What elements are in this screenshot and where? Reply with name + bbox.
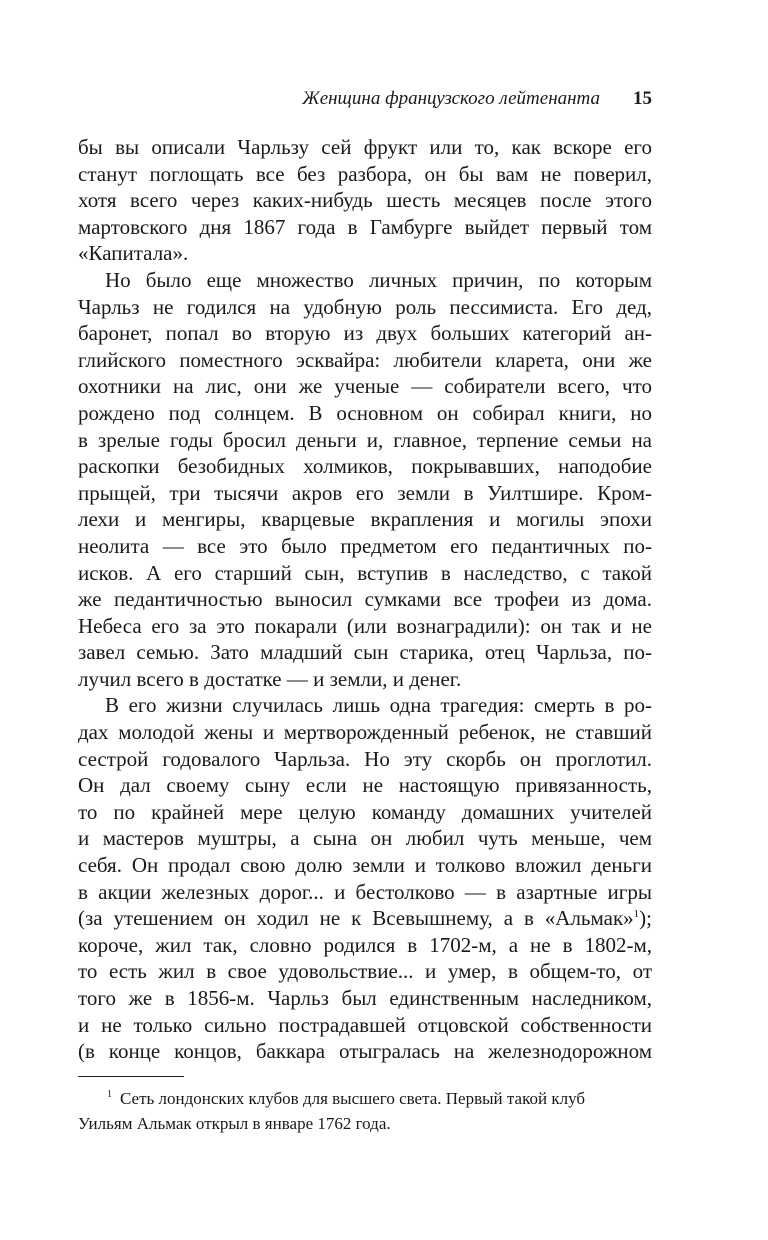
text-line: лучил всего в достатке — и земли, и денег. bbox=[78, 666, 462, 691]
text-line: охотники на лис, они же ученые — собиратели всего, что bbox=[78, 374, 652, 399]
text-line: баронет, попал во вторую из двух больших категорий ан- bbox=[78, 321, 652, 346]
text-line: исков. А его старший сын, вступив в наследство, с такой bbox=[78, 560, 652, 585]
text-line: короче, жил так, словно родился в 1702-м, а не в 1802-м, bbox=[78, 932, 652, 957]
text-fragment: ); bbox=[639, 906, 652, 931]
text-line: в зрелые годы бросил деньги и, главное, терпение семьи на bbox=[78, 427, 652, 452]
text-line: мартовского дня 1867 года в Гамбурге выйдет первый том bbox=[78, 214, 652, 239]
footnote-divider bbox=[78, 1076, 184, 1077]
text-line: «Капитала». bbox=[78, 241, 189, 266]
text-line: глийского поместного эсквайра: любители кларета, они же bbox=[78, 347, 652, 372]
text-line: Чарльз не годился на удобную роль пессимиста. Его дед, bbox=[78, 294, 652, 319]
text-line: Небеса его за это покарали (или вознаградили): он так и не bbox=[78, 613, 652, 638]
text-line: Но было еще множество личных причин, по которым bbox=[105, 267, 652, 292]
text-line: и не только сильно пострадавшей отцовской собственности bbox=[78, 1012, 652, 1037]
running-head bbox=[78, 88, 652, 118]
page-number: 15 bbox=[633, 88, 652, 109]
text-line: себя. Он продал свою долю земли и толково вложил деньги bbox=[78, 853, 652, 878]
text-line: сестрой годовалого Чарльза. Но эту скорбь он проглотил. bbox=[78, 746, 652, 771]
text-fragment: (за утешением он ходил не к Всевышнему, а в «Альмак» bbox=[78, 906, 634, 931]
text-line: то по крайней мере целую команду домашних учителей bbox=[78, 799, 652, 824]
text-line: раскопки безобидных холмиков, покрывавших, наподобие bbox=[78, 454, 652, 479]
text-line: прыщей, три тысячи акров его земли в Уилтшире. Кром- bbox=[78, 480, 652, 505]
text-line: то есть жил в свое удовольствие... и умер, в общем-то, от bbox=[78, 959, 652, 984]
text-line: (в конце концов, баккара отыгралась на железнодорожном bbox=[78, 1039, 652, 1064]
text-line: бы вы описали Чарльзу сей фрукт или то, как вскоре его bbox=[78, 135, 652, 159]
footnote bbox=[78, 1086, 652, 1136]
footnote-line: Уильям Альмак открыл в январе 1762 года. bbox=[78, 1114, 391, 1133]
text-line: и мастеров муштры, а сына он любил чуть меньше, чем bbox=[78, 826, 652, 851]
text-line: В его жизни случилась лишь одна трагедия: смерть в ро- bbox=[105, 693, 652, 718]
text-line: завел семью. Зато младший сын старика, отец Чарльза, по- bbox=[78, 640, 652, 665]
footnote-line bbox=[78, 1086, 652, 1111]
text-line-with-note bbox=[78, 905, 652, 932]
footnote-marker: 1 bbox=[107, 1089, 112, 1100]
text-line: рождено под солнцем. В основном он собирал книги, но bbox=[78, 400, 652, 425]
text-line: в акции железных дорог... и бестолково — в азартные игры bbox=[78, 879, 652, 904]
running-title: Женщина французского лейтенанта bbox=[302, 88, 600, 109]
footnote-text: Сеть лондонских клубов для высшего света. Первый такой клуб bbox=[120, 1089, 585, 1108]
text-line: лехи и менгиры, кварцевые вкрапления и могилы эпохи bbox=[78, 507, 652, 532]
text-line: Он дал своему сыну если не настоящую привязанность, bbox=[78, 773, 652, 798]
text-line: дах молодой жены и мертворожденный ребенок, не ставший bbox=[78, 720, 652, 745]
text-line: неолита — все это было предметом его педантичных по- bbox=[78, 533, 652, 558]
text-line: того же в 1856-м. Чарльз был единственным наследником, bbox=[78, 986, 652, 1010]
text-line: же педантичностью выносил сумками все трофеи из дома. bbox=[78, 587, 652, 612]
footnote-reference[interactable]: 1 bbox=[633, 908, 640, 921]
body-text bbox=[78, 134, 652, 1065]
text-line: хотя всего через каких-нибудь шесть месяцев после этого bbox=[78, 188, 652, 213]
text-line: станут поглощать все без разбора, он бы вам не поверил, bbox=[78, 161, 652, 186]
